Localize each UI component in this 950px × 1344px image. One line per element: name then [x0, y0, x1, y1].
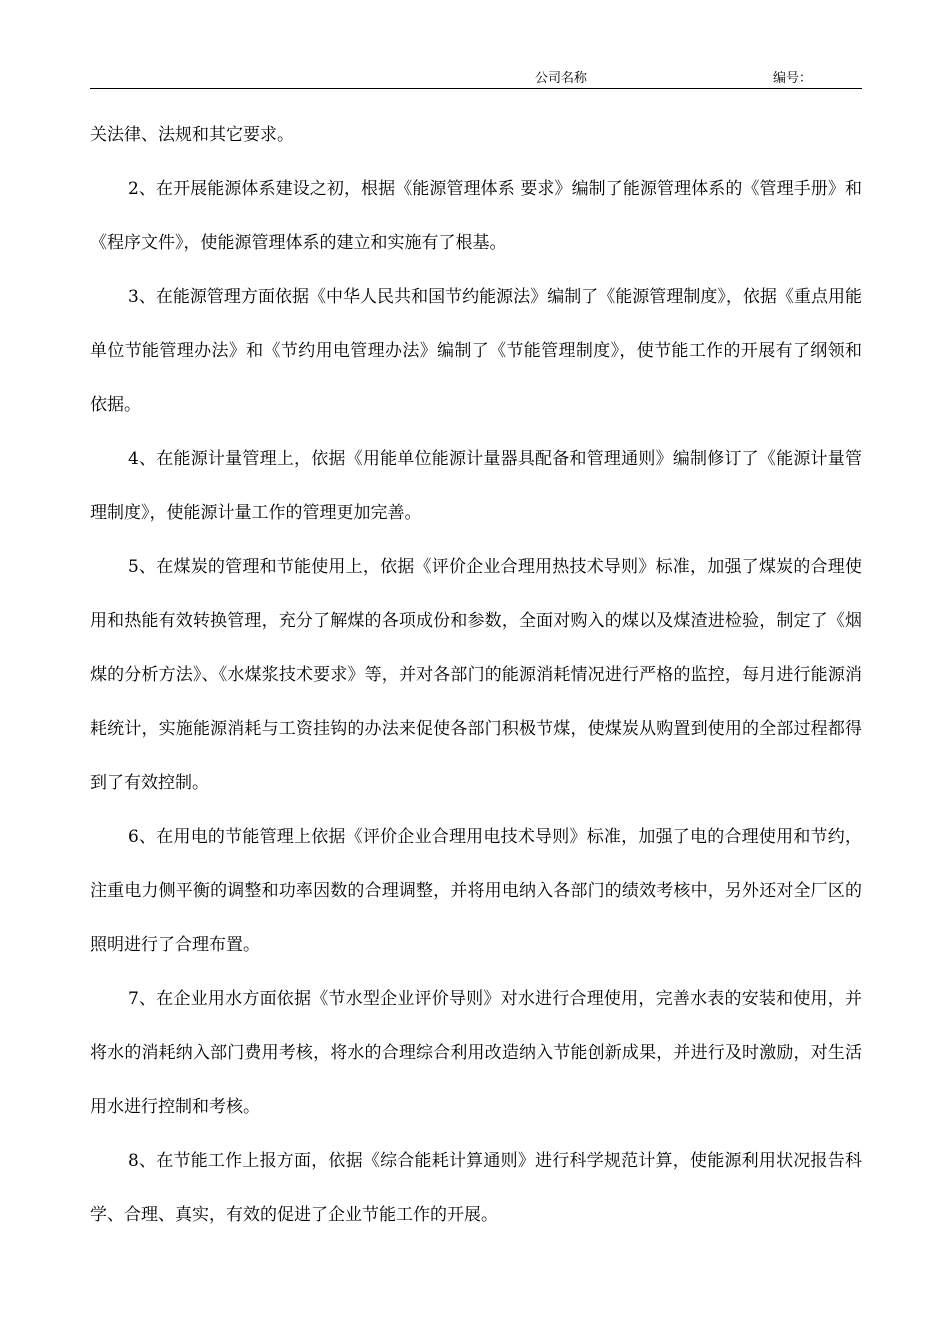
page-header: [90, 70, 862, 89]
paragraph-item-8: 8、在节能工作上报方面，依据《综合能耗计算通则》进行科学规范计算，使能源利用状况报告科学、合理、真实，有效的促进了企业节能工作的开展。: [90, 1151, 862, 1225]
header-number-label: 编号：: [773, 71, 813, 86]
header-company-name: 公司名称: [535, 71, 588, 86]
document-body: [90, 108, 862, 1242]
paragraph-continuation: 关法律、法规和其它要求。: [90, 125, 294, 145]
paragraph-item-3: 3、在能源管理方面依据《中华人民共和国节约能源法》编制了《能源管理制度》，依据《重点用能单位节能管理办法》和《节约用电管理办法》编制了《节能管理制度》，使节能工作的开展有了纲领和依据。: [90, 287, 862, 415]
paragraph-item-6: 6、在用电的节能管理上依据《评价企业合理用电技术导则》标准，加强了电的合理使用和节约，注重电力侧平衡的调整和功率因数的合理调整，并将用电纳入各部门的绩效考核中，另外还对全厂区的照明进行了合理布置。: [90, 827, 862, 955]
paragraph-item-2: 2、在开展能源体系建设之初，根据《能源管理体系 要求》编制了能源管理体系的《管理手册》和《程序文件》，使能源管理体系的建立和实施有了根基。: [90, 179, 862, 253]
paragraph-item-5: 5、在煤炭的管理和节能使用上，依据《评价企业合理用热技术导则》标准，加强了煤炭的合理使用和热能有效转换管理，充分了解煤的各项成份和参数，全面对购入的煤以及煤渣进检验，制定了《烟煤的分析方法》、《水煤浆技术要求》等，并对各部门的能源消耗情况进行严格的监控，每月进行能源消耗统计，实施能源消耗与工资挂钩的办法来促使各部门积极节煤，使煤炭从购置到使用的全部过程都得到了有效控制。: [90, 557, 862, 793]
paragraph-item-7: 7、在企业用水方面依据《节水型企业评价导则》对水进行合理使用，完善水表的安装和使用，并将水的消耗纳入部门费用考核，将水的合理综合利用改造纳入节能创新成果，并进行及时激励，对生活用水进行控制和考核。: [90, 989, 862, 1117]
paragraph-item-4: 4、在能源计量管理上，依据《用能单位能源计量器具配备和管理通则》编制修订了《能源计量管理制度》，使能源计量工作的管理更加完善。: [90, 449, 862, 523]
